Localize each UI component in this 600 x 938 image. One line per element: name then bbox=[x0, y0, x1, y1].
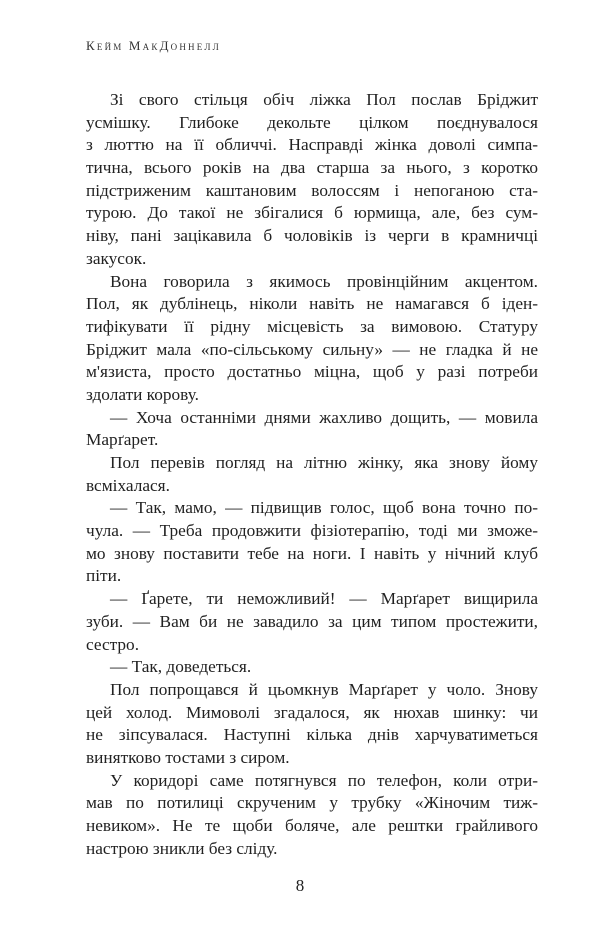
text-line: Пол попрощався й цьомкнув Марґарет у чоло. Знову bbox=[110, 679, 538, 699]
text-line: Бріджит мала «по-сільському сильну» — не гладка й не bbox=[86, 339, 538, 359]
paragraph bbox=[86, 679, 538, 770]
text-line: тична, всього років на два старша за нього, з коротко bbox=[86, 158, 538, 178]
text-line: піти. bbox=[86, 566, 122, 586]
text-line: Пол, як дублінець, ніколи навіть не намагався б іден- bbox=[86, 294, 538, 314]
text-line: настрою зникли без сліду. bbox=[86, 838, 278, 858]
text-line: ніву, пані зацікавила б чоловіків із черги в крамничці bbox=[86, 226, 538, 246]
text-line: чула. — Треба продовжити фізіотерапію, тоді ми зможе- bbox=[86, 521, 538, 541]
page-number: 8 bbox=[295, 876, 305, 895]
paragraph bbox=[86, 497, 538, 588]
text-line: усмішку. Глибоке декольте цілком поєднувалося bbox=[86, 112, 538, 132]
running-header-author: Кейм МакДоннелл bbox=[86, 38, 221, 53]
text-line: — Хоча останніми днями жахливо дощить, — мовила bbox=[110, 407, 538, 427]
text-line: Марґарет. bbox=[86, 430, 159, 450]
text-line: Зі свого стільця обіч ліжка Пол послав Бріджит bbox=[110, 90, 538, 109]
text-line: закусок. bbox=[86, 248, 147, 268]
text-line: здолати корову. bbox=[86, 384, 199, 404]
text-line: з люттю на її обличчі. Насправді жінка доволі симпа- bbox=[86, 135, 538, 155]
paragraph bbox=[86, 89, 538, 271]
text-line: м'язиста, просто достатньо міцна, щоб у разі потреби bbox=[86, 362, 538, 382]
text-line: — Ґарете, ти неможливий! — Марґарет вищирила bbox=[110, 589, 538, 609]
paragraph bbox=[86, 656, 538, 679]
text-line: Пол перевів погляд на літню жінку, яка знову йому bbox=[110, 453, 538, 472]
text-line: мо знову поставити тебе на ноги. І навіть у нічний клуб bbox=[86, 543, 538, 563]
text-line: сестро. bbox=[86, 634, 140, 654]
text-line: не зіпсувалася. Наступні кілька днів харчуватиметься bbox=[86, 725, 538, 745]
text-line: тифікувати її рідну місцевість за вимовою. Статуру bbox=[86, 316, 538, 336]
text-line: — Так, мамо, — підвищив голос, щоб вона точно по- bbox=[110, 498, 538, 518]
text-line: підстриженим каштановим волоссям і непоганою ста- bbox=[86, 180, 538, 200]
text-line: невиком». Не те щоби боляче, але рештки грайливого bbox=[86, 816, 538, 835]
text-line: Вона говорила з якимось провінційним акцентом. bbox=[110, 271, 538, 291]
text-line: цей холод. Мимоволі згадалося, як нюхав шинку: чи bbox=[86, 702, 538, 722]
paragraph bbox=[86, 271, 538, 407]
text-line: всміхалася. bbox=[86, 475, 170, 495]
text-line: турою. До такої не збігалися б юрмища, але, без сум- bbox=[86, 203, 538, 223]
text-line: зуби. — Вам би не завадило за цим типом простежити, bbox=[86, 611, 538, 631]
text-line: мав по потилиці скрученим у трубку «Жіночим тиж- bbox=[86, 793, 538, 813]
paragraph bbox=[86, 452, 538, 497]
paragraph bbox=[86, 770, 538, 861]
paragraph bbox=[86, 407, 538, 452]
paragraph bbox=[86, 588, 538, 656]
body-text bbox=[86, 89, 538, 860]
text-line: винятково тостами з сиром. bbox=[86, 747, 290, 767]
text-line: — Так, доведеться. bbox=[110, 657, 252, 677]
text-line: У коридорі саме потягнувся по телефон, коли отри- bbox=[110, 770, 538, 790]
